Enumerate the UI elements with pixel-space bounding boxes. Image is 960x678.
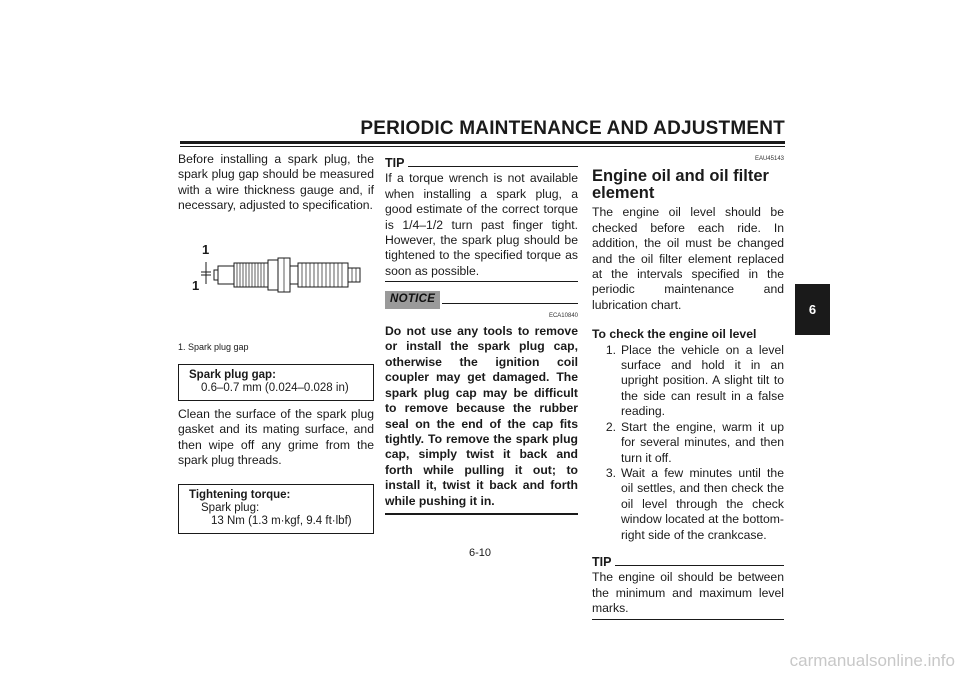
watermark: carmanualsonline.info xyxy=(789,651,955,670)
chapter-side-tab: 6 xyxy=(795,284,830,335)
spark-plug-illustration xyxy=(178,254,374,314)
gap-spec-title: Spark plug gap: xyxy=(189,369,276,382)
clean-surface-text: Clean the surface of the spark plug gasket and its mating surface, and then wipe off any grime from the spark plug threads. xyxy=(178,407,374,468)
list-item: 2. Start the engine, warm it up for several minutes, and then turn it off. xyxy=(605,419,784,465)
page-header-title: PERIODIC MAINTENANCE AND ADJUSTMENT xyxy=(360,118,785,139)
notice-code: ECA10840 xyxy=(548,312,578,319)
tip-end-rule-oil xyxy=(592,619,784,620)
page-number: 6-10 xyxy=(468,547,492,559)
tip-rule-oil xyxy=(615,565,784,566)
spark-plug-gap-intro: Before installing a spark plug, the spark plug gap should be measured with a wire thickness gauge and, if necessary, adjusted to specification. xyxy=(178,152,374,213)
section-intro: The engine oil level should be checked before each ride. In addition, the oil must be changed and the oil filter element replaced at the intervals specified in the periodic maintenance and lubrication chart. xyxy=(592,205,784,312)
steps-list xyxy=(592,343,784,543)
tip-heading xyxy=(385,156,578,171)
torque-spec-value: 13 Nm (1.3 m·kgf, 9.4 ft·lbf) xyxy=(211,514,352,527)
notice-heading xyxy=(385,291,578,308)
notice-badge: NOTICE xyxy=(385,291,440,308)
notice-end-rule xyxy=(385,513,578,515)
column-right xyxy=(592,152,784,620)
tightening-torque-spec-box xyxy=(178,484,374,534)
list-item: 3. Wait a few minutes until the oil settles, and then check the oil level through the check window located at the bottom-right side of the crankcase. xyxy=(605,465,784,542)
spark-plug-figure xyxy=(178,241,374,324)
tip-label-oil: TIP xyxy=(592,554,612,569)
column-middle xyxy=(385,152,578,515)
notice-rule xyxy=(442,303,578,304)
notice-text: Do not use any tools to remove or install the spark plug cap, otherwise the ignition coil coupler may get damaged. The spark plug cap may be difficult to remove because the rubber seal on the end of the cap fits tightly. To remove the spark plug cap, simply twist it back and forth while pulling it out; to install it, twist it back and forth while pushing it in. xyxy=(385,324,578,508)
tip-text: If a torque wrench is not available when installing a spark plug, a good estimate of the correct torque is 1/4–1/2 turn past finger tight. However, the spark plug should be tightened to the specified torque as soon as possible. xyxy=(385,171,578,278)
tip-rule xyxy=(408,166,578,167)
figure-caption: 1. Spark plug gap xyxy=(178,341,249,352)
tip-label: TIP xyxy=(385,156,405,170)
list-item: 1. Place the vehicle on a level surface and hold it in an upright position. A slight tilt to the side can result in a false reading. xyxy=(605,342,784,419)
tip-end-rule xyxy=(385,281,578,282)
tip-text-oil: The engine oil should be between the minimum and maximum level marks. xyxy=(592,570,784,616)
figure-callout-top: 1 xyxy=(202,241,210,257)
torque-spec-title: Tightening torque: xyxy=(189,488,291,501)
figure-callout-bottom: 1 xyxy=(192,277,200,293)
header-rule xyxy=(180,141,785,144)
torque-spec-item: Spark plug: xyxy=(201,501,260,514)
header-rule-thin xyxy=(180,146,785,147)
column-left xyxy=(178,152,374,534)
subsection-heading: To check the engine oil level xyxy=(592,327,757,342)
section-title: Engine oil and oil filter element xyxy=(592,167,769,203)
spark-plug-gap-spec-box xyxy=(178,364,374,401)
section-code: EAU45143 xyxy=(754,156,784,162)
gap-spec-value: 0.6–0.7 mm (0.024–0.028 in) xyxy=(201,382,349,395)
tip-heading-oil xyxy=(592,555,784,570)
